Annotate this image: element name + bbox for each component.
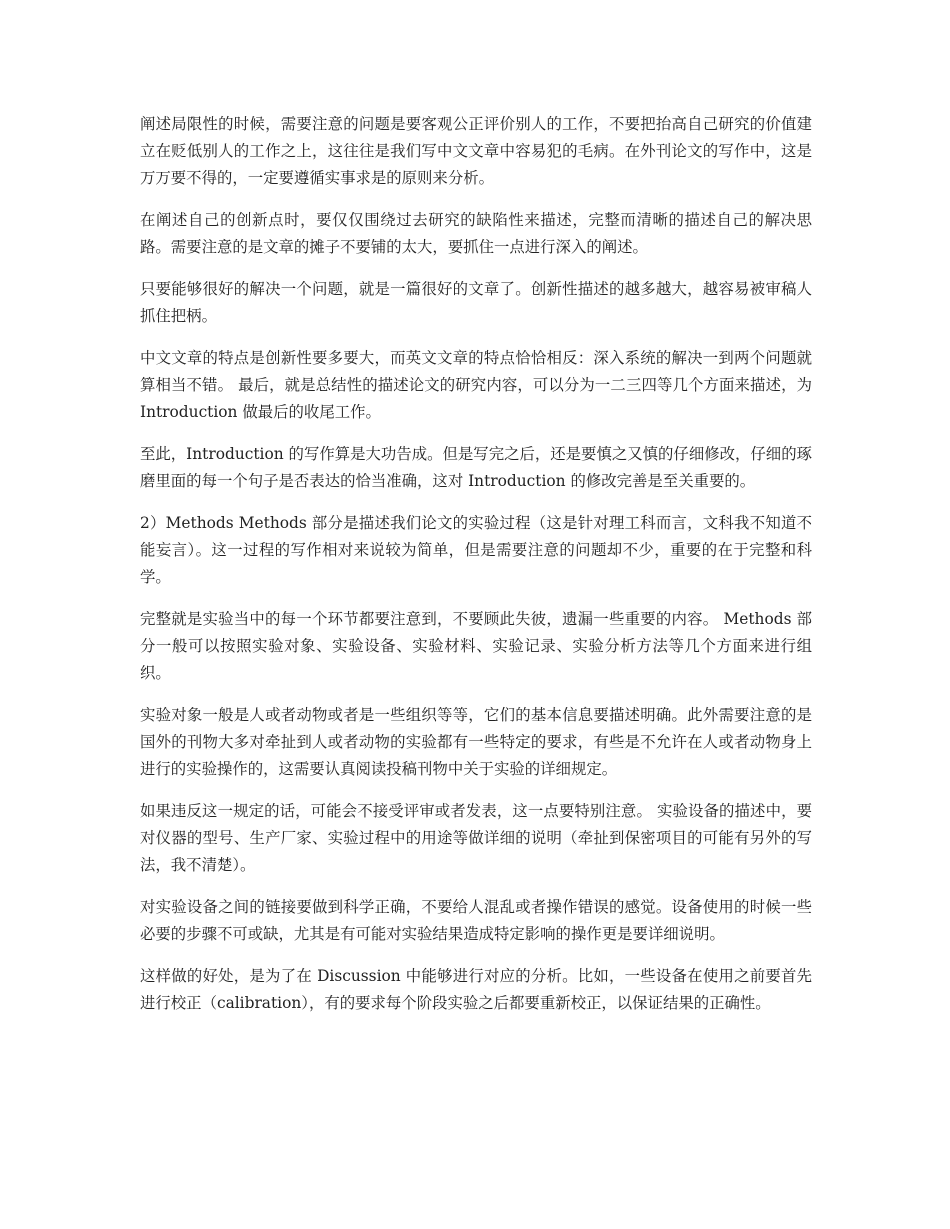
paragraph-limitations: 阐述局限性的时候，需要注意的问题是要客观公正评价别人的工作，不要把抬高自己研究的价值建立在贬低别人的工作之上，这往往是我们写中文文章中容易犯的毛病。在外刊论文的写作中，这是万万要不得的，一定要遵循实事求是的原则来分析。 [140, 115, 812, 187]
paragraph-calibration: 这样做的好处，是为了在 Discussion 中能够进行对应的分析。比如，一些设备在使用之前要首先进行校正（calibration），有的要求每个阶段实验之后都要重新校正，以保证结果的正确性。 [140, 967, 812, 1012]
paragraph-methods-heading: 2）Methods Methods 部分是描述我们论文的实验过程（这是针对理工科而言，文科我不知道不能妄言）。这一过程的写作相对来说较为简单，但是需要注意的问题却不少，重要的在于完整和科学。 [140, 514, 812, 586]
paragraph-equipment-links: 对实验设备之间的链接要做到科学正确，不要给人混乱或者操作错误的感觉。设备使用的时候一些必要的步骤不可或缺，尤其是有可能对实验结果造成特定影响的操作更是要详细说明。 [140, 898, 812, 943]
paragraph-equipment: 如果违反这一规定的话，可能会不接受评审或者发表，这一点要特别注意。 实验设备的描述中，要对仪器的型号、生产厂家、实验过程中的用途等做详细的说明（牵扯到保密项目的可能有另外的写法，我不清楚）。 [140, 802, 812, 874]
paragraph-solve-one-problem: 只要能够很好的解决一个问题，就是一篇很好的文章了。创新性描述的越多越大，越容易被审稿人抓住把柄。 [140, 280, 812, 325]
paragraph-innovation: 在阐述自己的创新点时，要仅仅围绕过去研究的缺陷性来描述，完整而清晰的描述自己的解决思路。需要注意的是文章的摊子不要铺的太大，要抓住一点进行深入的阐述。 [140, 211, 812, 256]
paragraph-chinese-vs-english: 中文文章的特点是创新性要多要大，而英文文章的特点恰恰相反：深入系统的解决一到两个问题就算相当不错。 最后，就是总结性的描述论文的研究内容，可以分为一二三四等几个方面来描述，为 Introduction 做最后的收尾工作。 [140, 349, 812, 421]
paragraph-introduction-done: 至此，Introduction 的写作算是大功告成。但是写完之后，还是要慎之又慎的仔细修改，仔细的琢磨里面的每一个句子是否表达的恰当准确，这对 Introduction 的修改完善是至关重要的。 [140, 445, 812, 490]
document-body [140, 111, 812, 1032]
paragraph-subjects: 实验对象一般是人或者动物或者是一些组织等等，它们的基本信息要描述明确。此外需要注意的是国外的刊物大多对牵扯到人或者动物的实验都有一些特定的要求，有些是不允许在人或者动物身上进行的实验操作的，这需要认真阅读投稿刊物中关于实验的详细规定。 [140, 706, 812, 778]
paragraph-completeness: 完整就是实验当中的每一个环节都要注意到，不要顾此失彼，遗漏一些重要的内容。 Methods 部分一般可以按照实验对象、实验设备、实验材料、实验记录、实验分析方法等几个方面来进行组织。 [140, 610, 812, 682]
